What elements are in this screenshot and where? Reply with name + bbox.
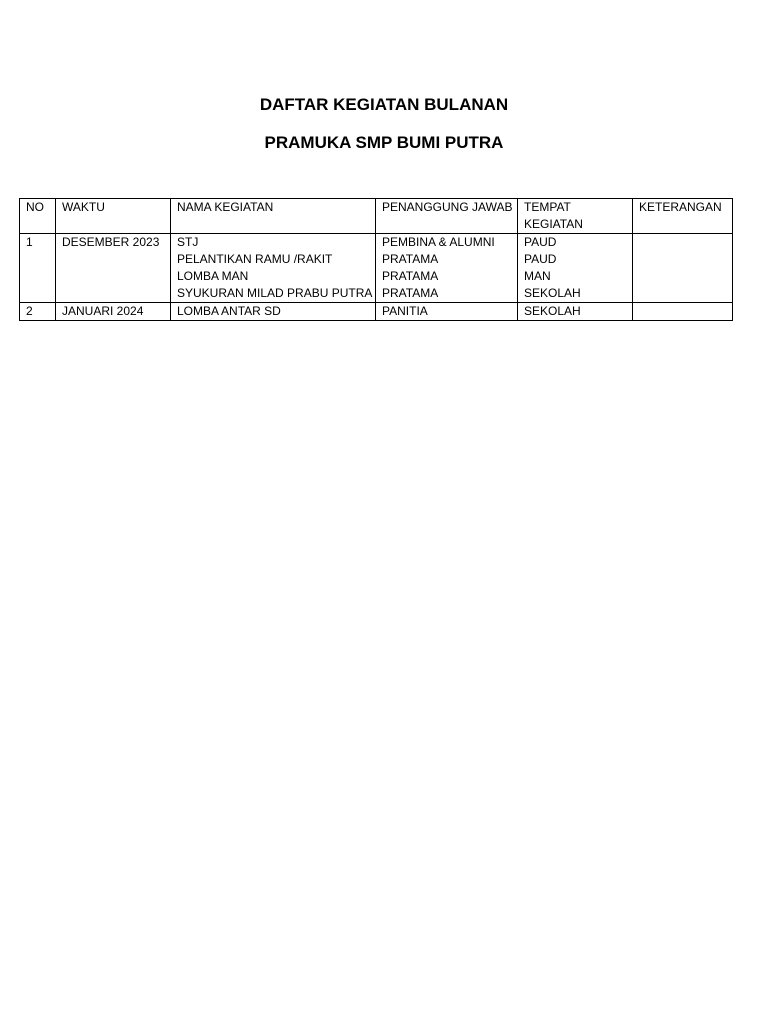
row-waktu: DESEMBER 2023 <box>62 235 160 249</box>
cell-penanggung-jawab <box>376 234 518 303</box>
header-tempat-kegiatan <box>518 199 633 234</box>
cell-penanggung-jawab <box>376 303 518 321</box>
penanggung-jawab-item: PRATAMA <box>382 286 439 300</box>
penanggung-jawab-item: PRATAMA <box>382 252 439 266</box>
penanggung-jawab-item: PEMBINA & ALUMNI <box>382 235 495 249</box>
header-penanggung-jawab <box>376 199 518 234</box>
header-nama-kegiatan-label: NAMA KEGIATAN <box>177 200 274 214</box>
header-tempat-label-line1: TEMPAT <box>524 200 571 214</box>
document-subtitle: PRAMUKA SMP BUMI PUTRA <box>264 133 504 152</box>
cell-no <box>20 234 56 303</box>
row-no: 1 <box>26 235 33 249</box>
kegiatan-item: LOMBA MAN <box>177 269 249 283</box>
activity-table <box>19 198 733 321</box>
tempat-item: MAN <box>524 269 551 283</box>
kegiatan-item: PELANTIKAN RAMU /RAKIT <box>177 252 333 266</box>
header-keterangan-label: KETERANGAN <box>639 200 722 214</box>
cell-tempat <box>518 234 633 303</box>
header-no <box>20 199 56 234</box>
header-waktu-label: WAKTU <box>62 200 105 214</box>
document-title: DAFTAR KEGIATAN BULANAN <box>259 95 509 114</box>
tempat-item: SEKOLAH <box>524 304 581 318</box>
cell-keterangan <box>633 303 733 321</box>
header-waktu <box>56 199 171 234</box>
header-no-label: NO <box>26 200 44 214</box>
header-tempat-label-line2: KEGIATAN <box>524 217 583 231</box>
cell-kegiatan <box>171 234 376 303</box>
table-row <box>20 234 733 303</box>
cell-tempat <box>518 303 633 321</box>
cell-no <box>20 303 56 321</box>
row-no: 2 <box>26 304 33 318</box>
cell-waktu <box>56 303 171 321</box>
header-keterangan <box>633 199 733 234</box>
cell-waktu <box>56 234 171 303</box>
penanggung-jawab-item: PANITIA <box>382 304 428 318</box>
penanggung-jawab-item: PRATAMA <box>382 269 439 283</box>
tempat-item: SEKOLAH <box>524 286 581 300</box>
table-header-row <box>20 199 733 234</box>
cell-keterangan <box>633 234 733 303</box>
kegiatan-item: LOMBA ANTAR SD <box>177 304 281 318</box>
kegiatan-item: SYUKURAN MILAD PRABU PUTRA <box>177 286 373 300</box>
header-nama-kegiatan <box>171 199 376 234</box>
kegiatan-item: STJ <box>177 235 199 249</box>
tempat-item: PAUD <box>524 252 557 266</box>
table-row <box>20 303 733 321</box>
cell-kegiatan <box>171 303 376 321</box>
row-waktu: JANUARI 2024 <box>62 304 144 318</box>
header-penanggung-jawab-label: PENANGGUNG JAWAB <box>382 200 513 214</box>
tempat-item: PAUD <box>524 235 557 249</box>
